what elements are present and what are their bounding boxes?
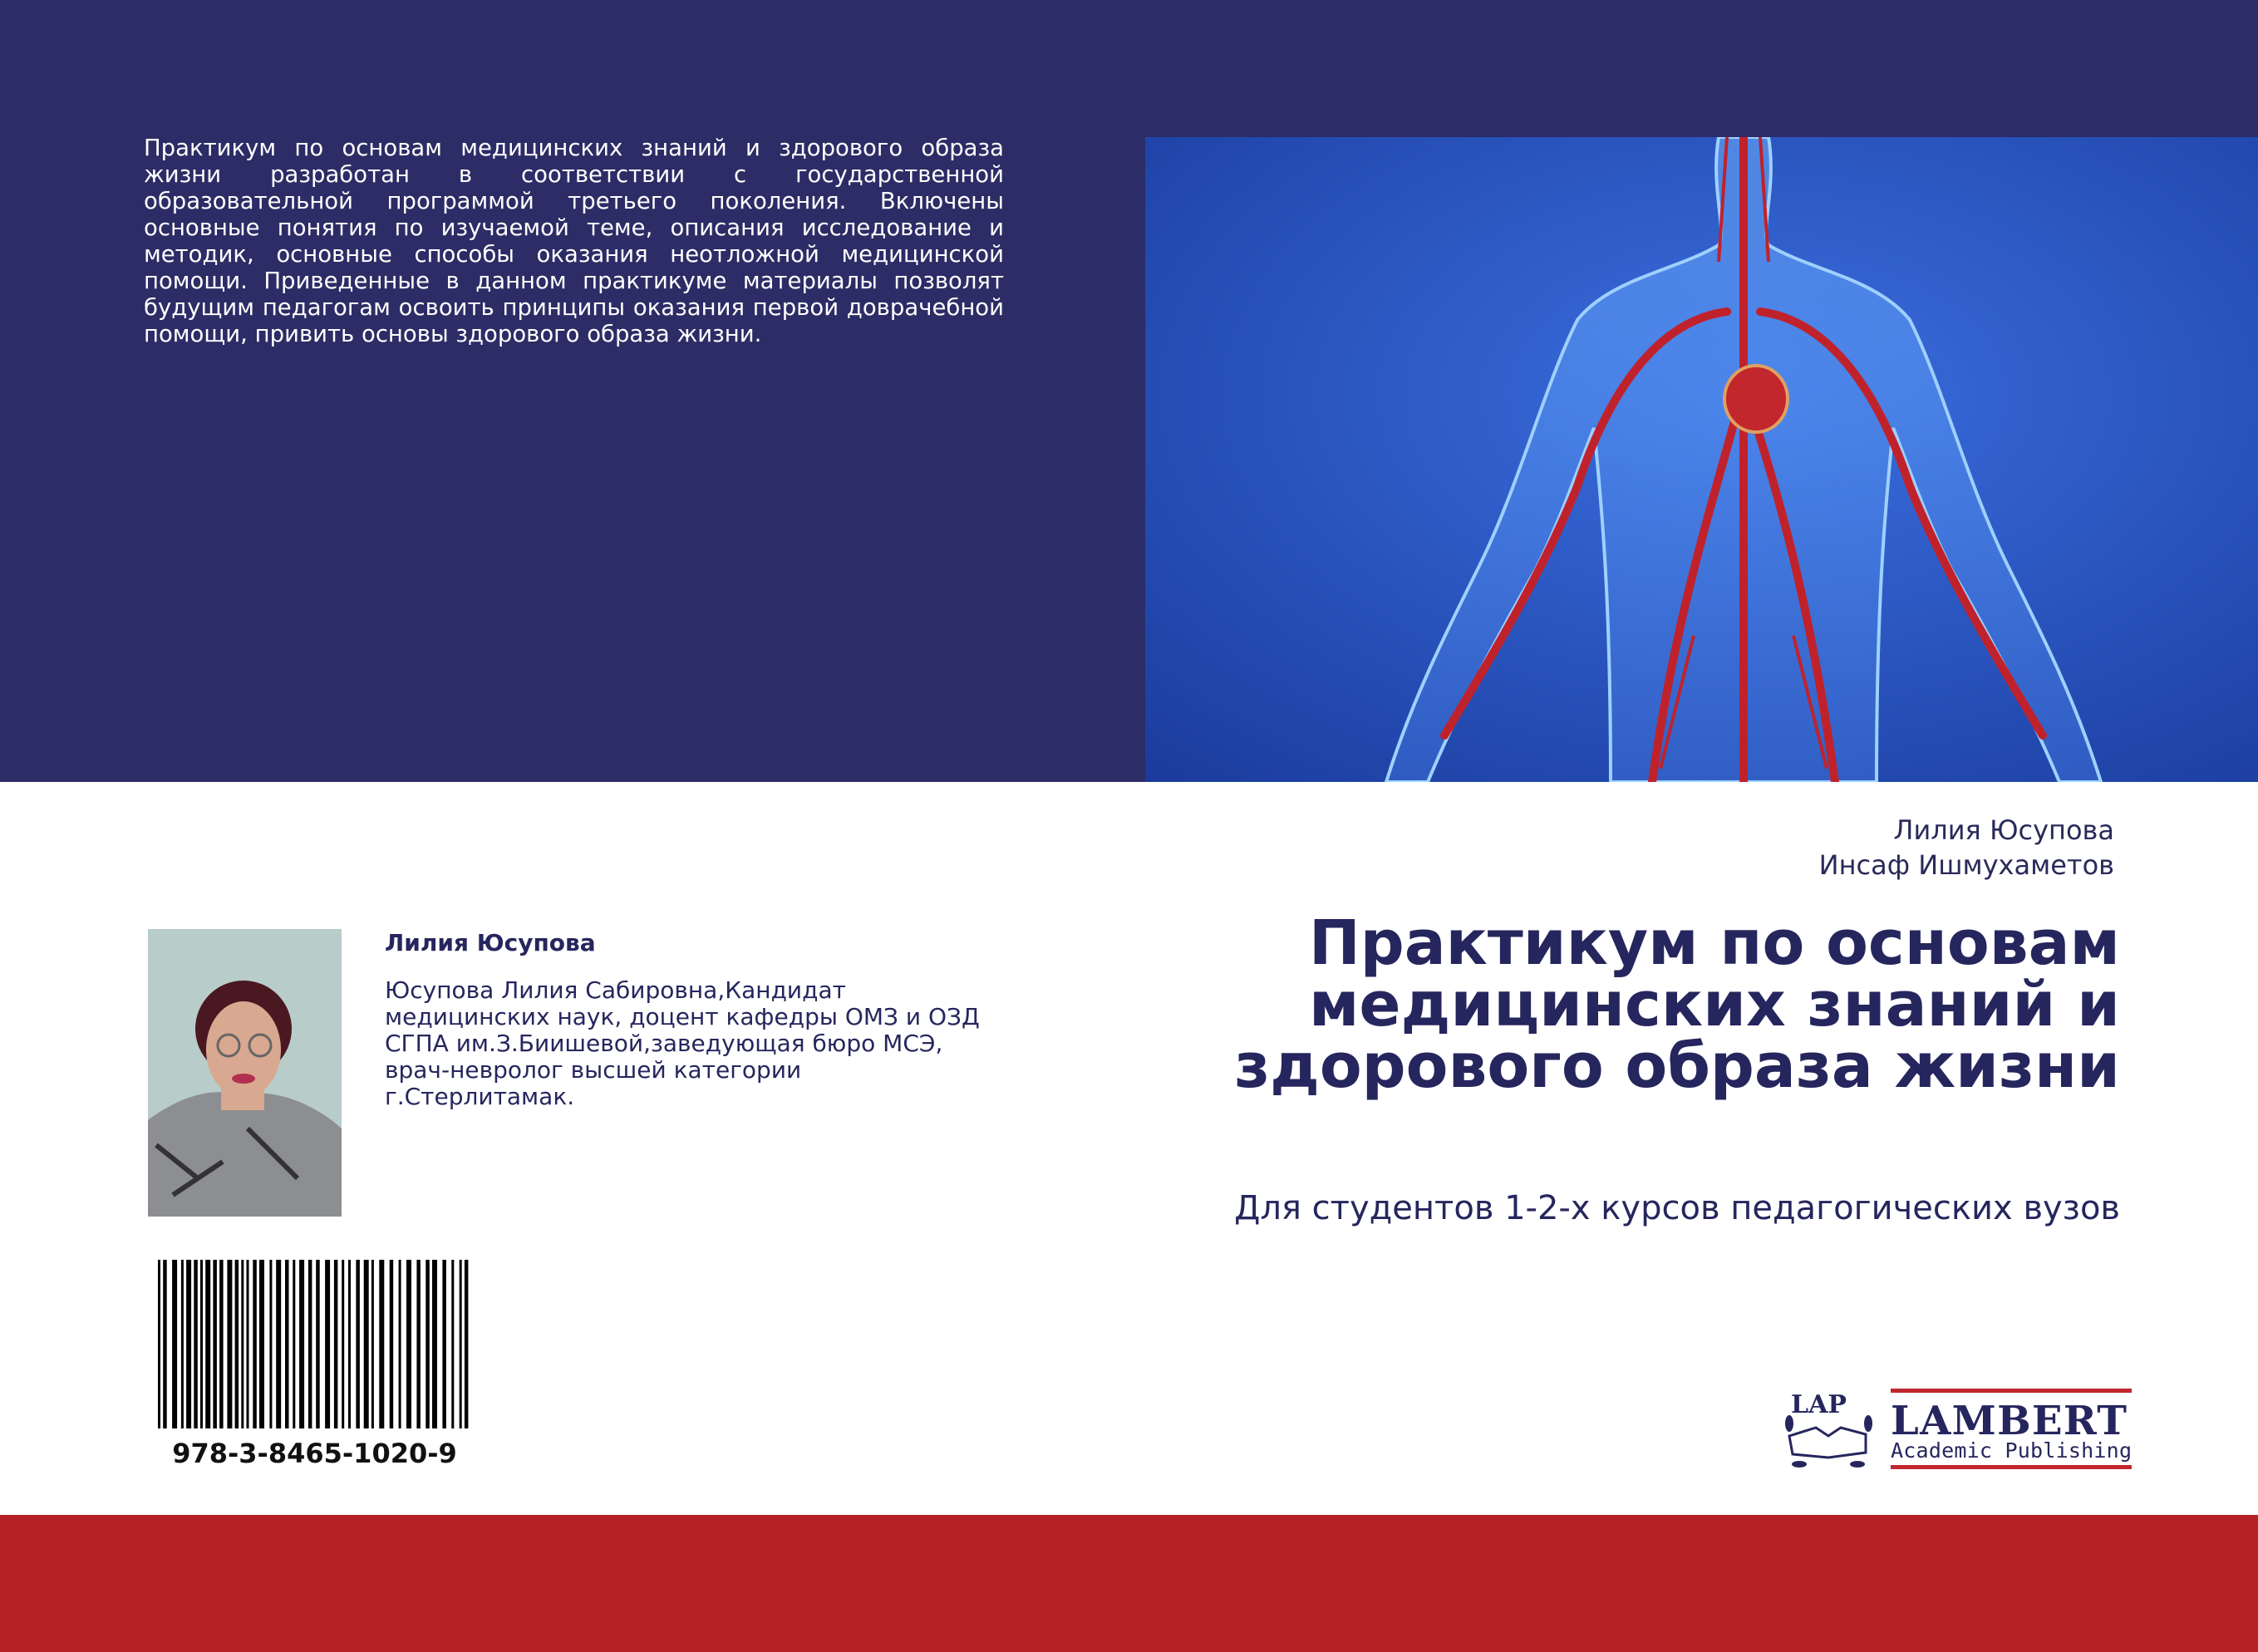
barcode-bar [334, 1260, 338, 1428]
barcode-bar [194, 1260, 198, 1428]
barcode-bar [451, 1260, 454, 1428]
barcode-bar [269, 1260, 272, 1428]
barcode-bar [219, 1260, 224, 1428]
barcode-bar [325, 1260, 330, 1428]
barcode-bar [356, 1260, 360, 1428]
barcode-bar [379, 1260, 384, 1428]
barcode-bar [186, 1260, 191, 1428]
isbn-number: 978-3-8465-1020-9 [172, 1438, 457, 1469]
barcode-bar [371, 1260, 374, 1428]
barcode-bar [158, 1260, 160, 1428]
barcode-bar [200, 1260, 203, 1428]
barcode-bar [465, 1260, 469, 1428]
barcode-bar [181, 1260, 184, 1428]
barcode-bar [276, 1260, 281, 1428]
barcode-bar [316, 1260, 320, 1428]
barcode-bar [299, 1260, 304, 1428]
barcode-bar [172, 1260, 177, 1428]
barcode-bar [442, 1260, 446, 1428]
barcode-bar [163, 1260, 167, 1428]
bottom-band [0, 1515, 2258, 1652]
barcode-bar [406, 1260, 411, 1428]
author-bio: Юсупова Лилия Сабировна,Кандидат медицинских наук, доцент кафедры ОМЗ и ОЗД СГПА им.З.Биишевой,заведующая бюро МСЭ, врач-невролог высшей категории г.Стерлитамак. [385, 976, 980, 1110]
circulatory-system-illustration [1145, 137, 2258, 782]
barcode-bar [293, 1260, 295, 1428]
logo-tagline: Academic Publishing [1891, 1438, 2132, 1463]
front-cover-authors [1819, 813, 2114, 883]
barcode-bar [399, 1260, 401, 1428]
barcode-bar [227, 1260, 232, 1428]
back-cover-blurb: Практикум по основам медицинских знаний и здорового образа жизни разработан в соответствии с государственной образовательной программой третьего поколения. Включены основные понятия по изучаемой теме, описания исследование и методик, основные способы оказания неотложной медицинской помощи. Приведенные в данном практикуме материалы позволят будущим педагогам освоить принципы оказания первой доврачебной помощи, привить основы здорового образа жизни. [144, 135, 1004, 347]
barcode-bar [390, 1260, 394, 1428]
barcode-bar [235, 1260, 239, 1428]
author-2: Инсаф Ишмухаметов [1818, 849, 2114, 881]
barcode-bar [432, 1260, 437, 1428]
barcode-bar [285, 1260, 289, 1428]
barcode-bar [259, 1260, 264, 1428]
barcode-bar [213, 1260, 217, 1428]
bio-author-name: Лилия Юсупова [385, 929, 596, 956]
logo-name: LAMBERT [1891, 1398, 2132, 1444]
book-title: Практикум по основам медицинских знаний и здорового образа жизни [1234, 907, 2120, 1102]
barcode-bar [460, 1260, 462, 1428]
barcode-bar [364, 1260, 369, 1428]
barcode-bar [247, 1260, 249, 1428]
barcode-bar [416, 1260, 421, 1428]
lambert-publisher-logo [1783, 1386, 2132, 1473]
barcode-bar [342, 1260, 344, 1428]
barcode-bar [426, 1260, 430, 1428]
barcode-bar [348, 1260, 351, 1428]
barcode-bar [253, 1260, 257, 1428]
author-1: Лилия Юсупова [1893, 814, 2114, 846]
barcode-bar [241, 1260, 244, 1428]
book-subtitle: Для студентов 1-2-х курсов педагогических вузов [1234, 1189, 2120, 1227]
author-photo [148, 929, 342, 1217]
logo-mark: LAP [1791, 1390, 1847, 1419]
barcode-bar [308, 1260, 312, 1428]
barcode-bar [205, 1260, 210, 1428]
isbn-barcode [158, 1260, 471, 1428]
